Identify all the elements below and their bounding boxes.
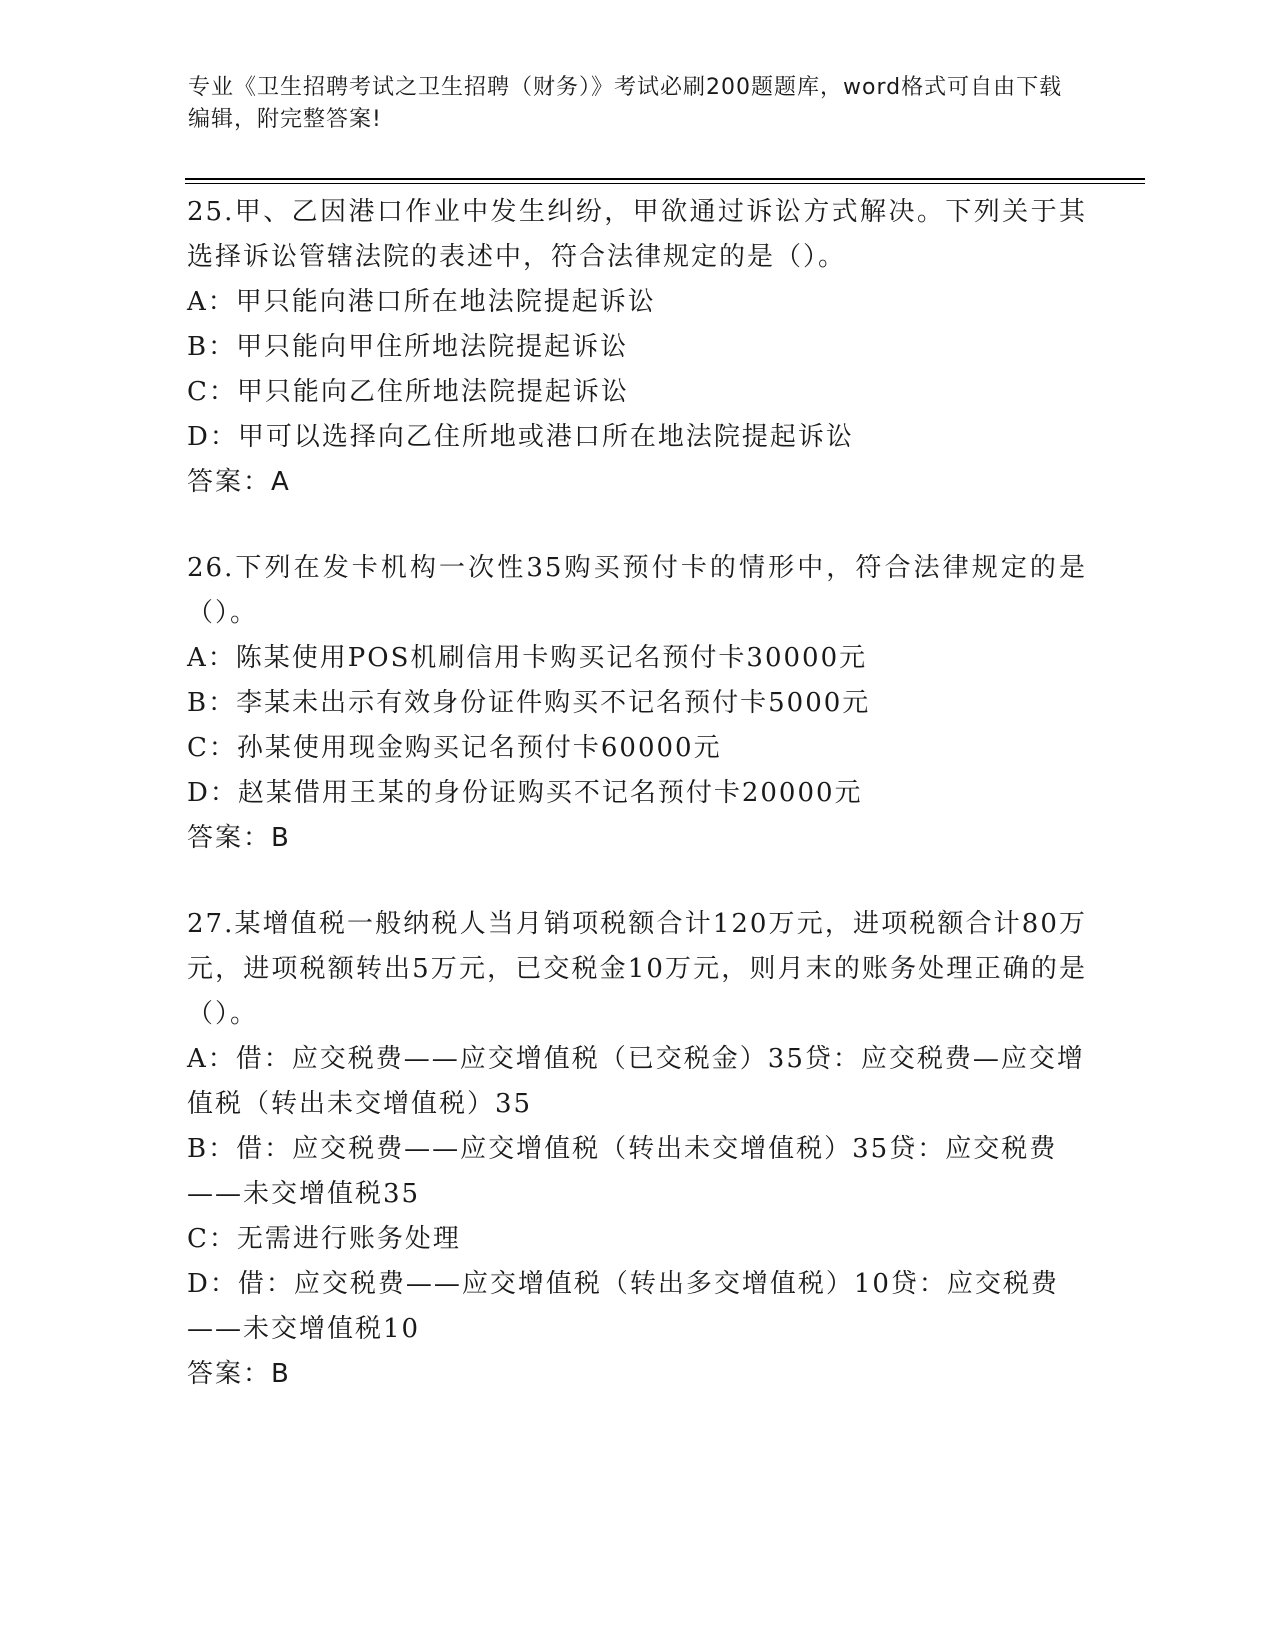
option-a: A：陈某使用POS机刷信用卡购买记名预付卡30000元 bbox=[187, 643, 868, 673]
answer: 答案：A bbox=[187, 467, 291, 497]
option-c: C：无需进行账务处理 bbox=[187, 1224, 461, 1254]
question-25 bbox=[187, 190, 1087, 505]
option-c: C：甲只能向乙住所地法院提起诉讼 bbox=[187, 377, 629, 407]
option-b: B：甲只能向甲住所地法院提起诉讼 bbox=[187, 332, 629, 362]
option-b: B：李某未出示有效身份证件购买不记名预付卡5000元 bbox=[187, 688, 871, 718]
option-d: D：甲可以选择向乙住所地或港口所在地法院提起诉讼 bbox=[187, 422, 854, 452]
question-26 bbox=[187, 546, 1087, 861]
header-rule-thin bbox=[185, 183, 1145, 184]
option-a: A：甲只能向港口所在地法院提起诉讼 bbox=[187, 287, 656, 317]
question-stem: 27.某增值税一般纳税人当月销项税额合计120万元，进项税额合计80万元，进项税额转出5万元，已交税金10万元，则月末的账务处理正确的是（）。 bbox=[187, 909, 1087, 1029]
option-a: A：借：应交税费——应交增值税（已交税金）35贷：应交税费—应交增值税（转出未交增值税）35 bbox=[187, 1044, 1085, 1119]
option-d: D：借：应交税费——应交增值税（转出多交增值税）10贷：应交税费——未交增值税10 bbox=[187, 1269, 1059, 1344]
question-stem: 25.甲、乙因港口作业中发生纠纷，甲欲通过诉讼方式解决。下列关于其选择诉讼管辖法院的表述中，符合法律规定的是（）。 bbox=[187, 197, 1087, 272]
header-rule-thick bbox=[185, 178, 1145, 180]
answer: 答案：B bbox=[187, 823, 291, 853]
option-b: B：借：应交税费——应交增值税（转出未交增值税）35贷：应交税费——未交增值税35 bbox=[187, 1134, 1058, 1209]
page-header: 专业《卫生招聘考试之卫生招聘（财务）》考试必刷200题题库，word格式可自由下载编辑，附完整答案! bbox=[188, 75, 1063, 132]
option-d: D：赵某借用王某的身份证购买不记名预付卡20000元 bbox=[187, 778, 863, 808]
answer: 答案：B bbox=[187, 1359, 291, 1389]
question-27 bbox=[187, 902, 1087, 1397]
question-stem: 26.下列在发卡机构一次性35购买预付卡的情形中，符合法律规定的是（）。 bbox=[187, 553, 1087, 628]
question-list bbox=[187, 190, 1087, 1438]
option-c: C：孙某使用现金购买记名预付卡60000元 bbox=[187, 733, 722, 763]
